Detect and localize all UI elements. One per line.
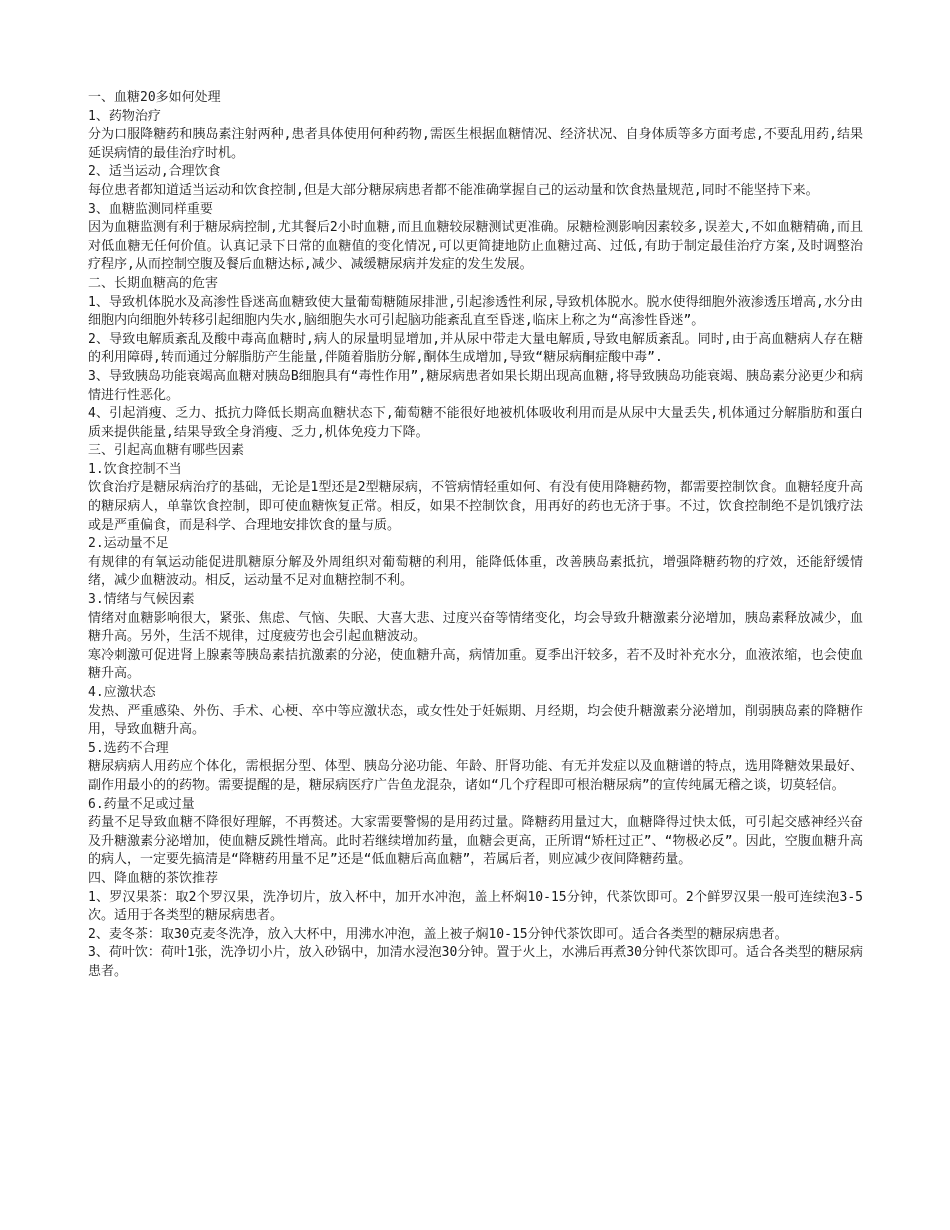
section-heading-2: 二、长期血糖高的危害 <box>88 275 219 291</box>
paragraph: 糖尿病病人用药应个体化，需根据分型、体型、胰岛分泌功能、年龄、肝肾功能、有无并发症以及血糖谱的特点，选用降糖效果最好、副作用最小的的药物。需要提醒的是，糖尿病医疗广告鱼龙混杂，诸如“几个疗程即可根治糖尿病”的宣传纯属无稽之谈，切莫轻信。 <box>88 759 863 793</box>
paragraph: 1、导致机体脱水及高渗性昏迷高血糖致使大量葡萄糖随尿排泄,引起渗透性利尿,导致机体脱水。脱水使得细胞外液渗透压增高,水分由细胞内向细胞外转移引起细胞内失水,脑细胞失水可引起脑功能紊乱直至昏迷,临床上称之为“高渗性昏迷”。 <box>88 294 863 329</box>
subheading-emotion-climate: 3.情绪与气候因素 <box>88 592 195 608</box>
paragraph: 3、导致胰岛功能衰竭高血糖对胰岛B细胞具有“毒性作用”,糖尿病患者如果长期出现高血糖,将导致胰岛功能衰竭、胰岛素分泌更少和病情进行性恶化。 <box>88 368 863 403</box>
paragraph: 情绪对血糖影响很大，紧张、焦虑、气恼、失眠、大喜大悲、过度兴奋等情绪变化，均会导致升糖激素分泌增加，胰岛素释放减少，血糖升高。另外，生活不规律，过度疲劳也会引起血糖波动。 <box>88 610 863 645</box>
paragraph: 2、导致电解质紊乱及酸中毒高血糖时,病人的尿量明显增加,并从尿中带走大量电解质,导致电解质紊乱。同时,由于高血糖病人存在糖的利用障碍,转而通过分解脂肪产生能量,伴随着脂肪分解,酮体生成增加,导致“糖尿病酮症酸中毒”. <box>88 331 863 366</box>
subheading-monitoring: 3、血糖监测同样重要 <box>88 201 213 217</box>
subheading-drug-choice: 5.选药不合理 <box>88 740 169 756</box>
subheading-exercise-diet: 2、适当运动,合理饮食 <box>88 164 221 180</box>
paragraph: 3、荷叶饮：荷叶1张，洗净切小片，放入砂锅中，加清水浸泡30分钟。置于火上，水沸后再煮30分钟代茶饮即可。适合各类型的糖尿病患者。 <box>88 945 863 979</box>
subheading-medication: 1、药物治疗 <box>88 108 161 124</box>
document-page <box>88 89 863 982</box>
subheading-exercise: 2.运动量不足 <box>88 536 169 552</box>
paragraph: 2、麦冬茶：取30克麦冬洗净，放入大杯中，用沸水冲泡，盖上被子焖10-15分钟代茶饮即可。适合各类型的糖尿病患者。 <box>88 926 788 942</box>
section-heading-3: 三、引起高血糖有哪些因素 <box>88 443 245 459</box>
paragraph: 分为口服降糖药和胰岛素注射两种,患者具体使用何种药物,需医生根据血糖情况、经济状况、自身体质等多方面考虑,不要乱用药,结果延误病情的最佳治疗时机。 <box>88 127 863 161</box>
section-heading-4: 四、降血糖的茶饮推荐 <box>88 870 219 886</box>
paragraph: 4、引起消瘦、乏力、抵抗力降低长期高血糖状态下,葡萄糖不能很好地被机体吸收利用而是从尿中大量丢失,机体通过分解脂肪和蛋白质来提供能量,结果导致全身消瘦、乏力,机体免疫力下降。 <box>88 406 863 440</box>
paragraph: 饮食治疗是糖尿病治疗的基础，无论是1型还是2型糖尿病，不管病情轻重如何、有没有使用降糖药物，都需要控制饮食。血糖轻度升高的糖尿病人，单靠饮食控制，即可使血糖恢复正常。相反，如果不控制饮食，用再好的药也无济于事。不过，饮食控制绝不是饥饿疗法或是严重偏食，而是科学、合理地安排饮食的量与质。 <box>88 480 863 533</box>
section-heading-1: 一、血糖20多如何处理 <box>88 90 221 105</box>
paragraph: 寒冷刺激可促进肾上腺素等胰岛素拮抗激素的分泌，使血糖升高，病情加重。夏季出汗较多，若不及时补充水分，血液浓缩，也会使血糖升高。 <box>88 647 863 682</box>
paragraph: 1、罗汉果茶：取2个罗汉果，洗净切片，放入杯中，加开水冲泡，盖上杯焖10-15分钟，代茶饮即可。2个鲜罗汉果一般可连续泡3-5次。适用于各类型的糖尿病患者。 <box>88 889 863 924</box>
paragraph: 药量不足导致血糖不降很好理解，不再赘述。大家需要警惕的是用药过量。降糖药用量过大，血糖降得过快太低，可引起交感神经兴奋及升糖激素分泌增加，使血糖反跳性增高。此时若继续增加药量，血糖会更高，正所谓“矫枉过正”、“物极必反”。因此，空腹血糖升高的病人，一定要先搞清是“降糖药用量不足”还是“低血糖后高血糖”，若属后者，则应减少夜间降糖药量。 <box>88 815 863 868</box>
subheading-dosage: 6.药量不足或过量 <box>88 796 195 812</box>
paragraph: 有规律的有氧运动能促进肌糖原分解及外周组织对葡萄糖的利用，能降低体重，改善胰岛素抵抗，增强降糖药物的疗效，还能舒缓情绪，减少血糖波动。相反，运动量不足对血糖控制不利。 <box>88 554 863 589</box>
paragraph: 发热、严重感染、外伤、手术、心梗、卒中等应激状态，或女性处于妊娠期、月经期，均会使升糖激素分泌增加，削弱胰岛素的降糖作用，导致血糖升高。 <box>88 703 863 738</box>
subheading-diet-control: 1.饮食控制不当 <box>88 461 182 477</box>
paragraph: 每位患者都知道适当运动和饮食控制,但是大部分糖尿病患者都不能准确掌握自己的运动量和饮食热量规范,同时不能坚持下来。 <box>88 182 819 198</box>
subheading-stress: 4.应激状态 <box>88 685 156 700</box>
paragraph: 因为血糖监测有利于糖尿病控制,尤其餐后2小时血糖,而且血糖较尿糖测试更准确。尿糖检测影响因素较多,误差大,不如血糖精确,而且对低血糖无任何价值。认真记录下日常的血糖值的变化情况,可以更简捷地防止血糖过高、过低,有助于制定最佳治疗方案,及时调整治疗程序,从而控制空腹及餐后血糖达标,减少、减缓糖尿病并发症的发生发展。 <box>88 220 863 273</box>
